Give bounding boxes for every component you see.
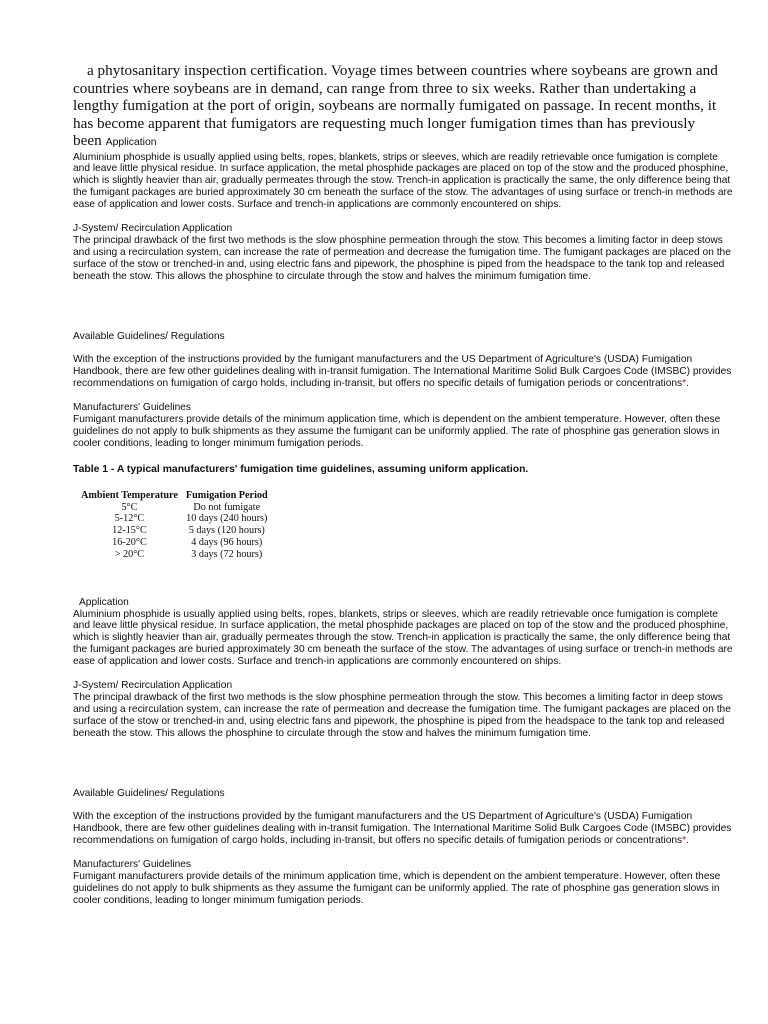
jsystem-body: The principal drawback of the first two methods is the slow phosphine permeation through the stow. This becomes a limiting factor in deep stows and using a recirculation system, can increase the rate of permeation and decrease the fumigation time. The fumigant packages are placed on the surface of the stow or trenched-in and, using electric fans and pipework, the phosphine is piped from the headspace to the tank top and released beneath the stow. This allows the phosphine to circulate through the stow and halves the minimum fumigation time.: [73, 234, 731, 282]
jsystem-body-repeat: The principal drawback of the first two methods is the slow phosphine permeation through the stow. This becomes a limiting factor in deep stows and using a recirculation system, can increase the rate of permeation and decrease the fumigation time. The fumigant packages are placed on the surface of the stow or trenched-in and, using electric fans and pipework, the phosphine is piped from the headspace to the tank top and released beneath the stow. This allows the phosphine to circulate through the stow and halves the minimum fumigation time.: [73, 691, 731, 739]
table-row: [77, 502, 272, 514]
table-row: [77, 549, 272, 561]
table-cell: Do not fumigate: [193, 501, 261, 513]
fumigation-table: [77, 490, 272, 561]
manufacturers-body-repeat: Fumigant manufacturers provide details of the minimum application time, which is dependent on the ambient temperature. However, often these guidelines do not apply to bulk shipments as they assume the fumigant can be uniformly applied. The rate of phosphine gas generation slows in cooler conditions, leading to longer minimum fumigation periods.: [73, 871, 721, 906]
document-page: [73, 62, 733, 907]
guidelines-end: .: [686, 378, 689, 390]
table-cell: 16-20°C: [112, 537, 147, 548]
table-header-row: [77, 490, 272, 502]
guidelines-text: With the exception of the instructions provided by the fumigant manufacturers and the US Department of Agriculture's (USDA) Fumigation Handbook, there are few other guidelines dealing with in-transit fumigation. The International Maritime Solid Bulk Cargoes Code (IMSBC) provides recommendations on fumigation of cargo holds, including in-transit, but offers no specific details of fumigation periods or concentrations: [73, 354, 732, 390]
table-cell: 12-15°C: [112, 525, 147, 537]
table-row: [77, 537, 272, 549]
intro-paragraph: [73, 62, 733, 152]
application-heading-inline: Application: [105, 137, 157, 148]
table-header-cell: Fumigation Period: [185, 489, 268, 501]
table-row: [77, 525, 272, 537]
manufacturers-heading-repeat: Manufacturers' Guidelines: [73, 859, 192, 871]
table-header-cell: Ambient Temperature: [81, 489, 178, 501]
guidelines-heading: Available Guidelines/ Regulations: [73, 330, 225, 342]
table-cell: 3 days (72 hours): [191, 548, 263, 560]
manufacturers-heading: Manufacturers' Guidelines: [73, 402, 192, 414]
jsystem-heading: J-System/ Recirculation Application: [73, 223, 233, 235]
table-cell: 5 days (120 hours): [188, 525, 265, 537]
table-cell: 4 days (96 hours): [191, 537, 263, 548]
guidelines-text-repeat: With the exception of the instructions provided by the fumigant manufacturers and the US Department of Agriculture's (USDA) Fumigation Handbook, there are few other guidelines dealing with in-transit fumigation. The International Maritime Solid Bulk Cargoes Code (IMSBC) provides recommendations on fumigation of cargo holds, including in-transit, but offers no specific details of fumigation periods or concentrations: [73, 811, 732, 847]
table-row: [77, 513, 272, 525]
application-body-repeat: Aluminium phosphide is usually applied using belts, ropes, blankets, strips or sleeves, which are readily retrievable once fumigation is complete and leave little physical residue. In surface application, the metal phosphide packages are placed on top of the stow and the produced phosphine, which is slightly heavier than air, gradually permeates through the stow. Trench-in application is practically the same, the only difference being that the fumigant packages are buried approximately 30 cm beneath the surface of the stow. The advantages of using surface or trench-in methods are ease of application and lower costs. Surface and trench-in applications are commonly encountered on ships.: [73, 608, 733, 668]
intro-text: a phytosanitary inspection certification. Voyage times between countries where soybeans are grown and countries where soybeans are in demand, can range from three to six weeks. Rather than undertaking a lengthy fumigation at the port of origin, soybeans are normally fumigated on passage. In recent months, it has become apparent that fumigators are requesting much longer fumigation times than has previously been: [73, 62, 718, 149]
jsystem-heading-repeat: J-System/ Recirculation Application: [73, 680, 233, 692]
table-cell: 10 days (240 hours): [186, 513, 268, 525]
application-heading-repeat: Application: [79, 596, 129, 608]
table-cell: > 20°C: [114, 548, 145, 560]
footnote-asterisk-repeat: *: [682, 835, 687, 847]
manufacturers-body: Fumigant manufacturers provide details of the minimum application time, which is dependent on the ambient temperature. However, often these guidelines do not apply to bulk shipments as they assume the fumigant can be uniformly applied. The rate of phosphine gas generation slows in cooler conditions, leading to longer minimum fumigation periods.: [73, 414, 721, 449]
guidelines-body-repeat: [73, 811, 733, 847]
footnote-asterisk: *: [682, 378, 687, 390]
table-cell: 5°C: [121, 501, 138, 513]
guidelines-heading-repeat: Available Guidelines/ Regulations: [73, 787, 225, 799]
application-body: Aluminium phosphide is usually applied using belts, ropes, blankets, strips or sleeves, which are readily retrievable once fumigation is complete and leave little physical residue. In surface application, the metal phosphide packages are placed on top of the stow and the produced phosphine, which is slightly heavier than air, gradually permeates through the stow. Trench-in application is practically the same, the only difference being that the fumigant packages are buried approximately 30 cm beneath the surface of the stow. The advantages of using surface or trench-in methods are ease of application and lower costs. Surface and trench-in applications are commonly encountered on ships.: [73, 151, 733, 211]
guidelines-end-repeat: .: [686, 835, 689, 847]
guidelines-body: [73, 354, 733, 390]
table-caption: Table 1 - A typical manufacturers' fumigation time guidelines, assuming uniform application.: [73, 463, 529, 475]
table-cell: 5-12°C: [114, 513, 145, 525]
